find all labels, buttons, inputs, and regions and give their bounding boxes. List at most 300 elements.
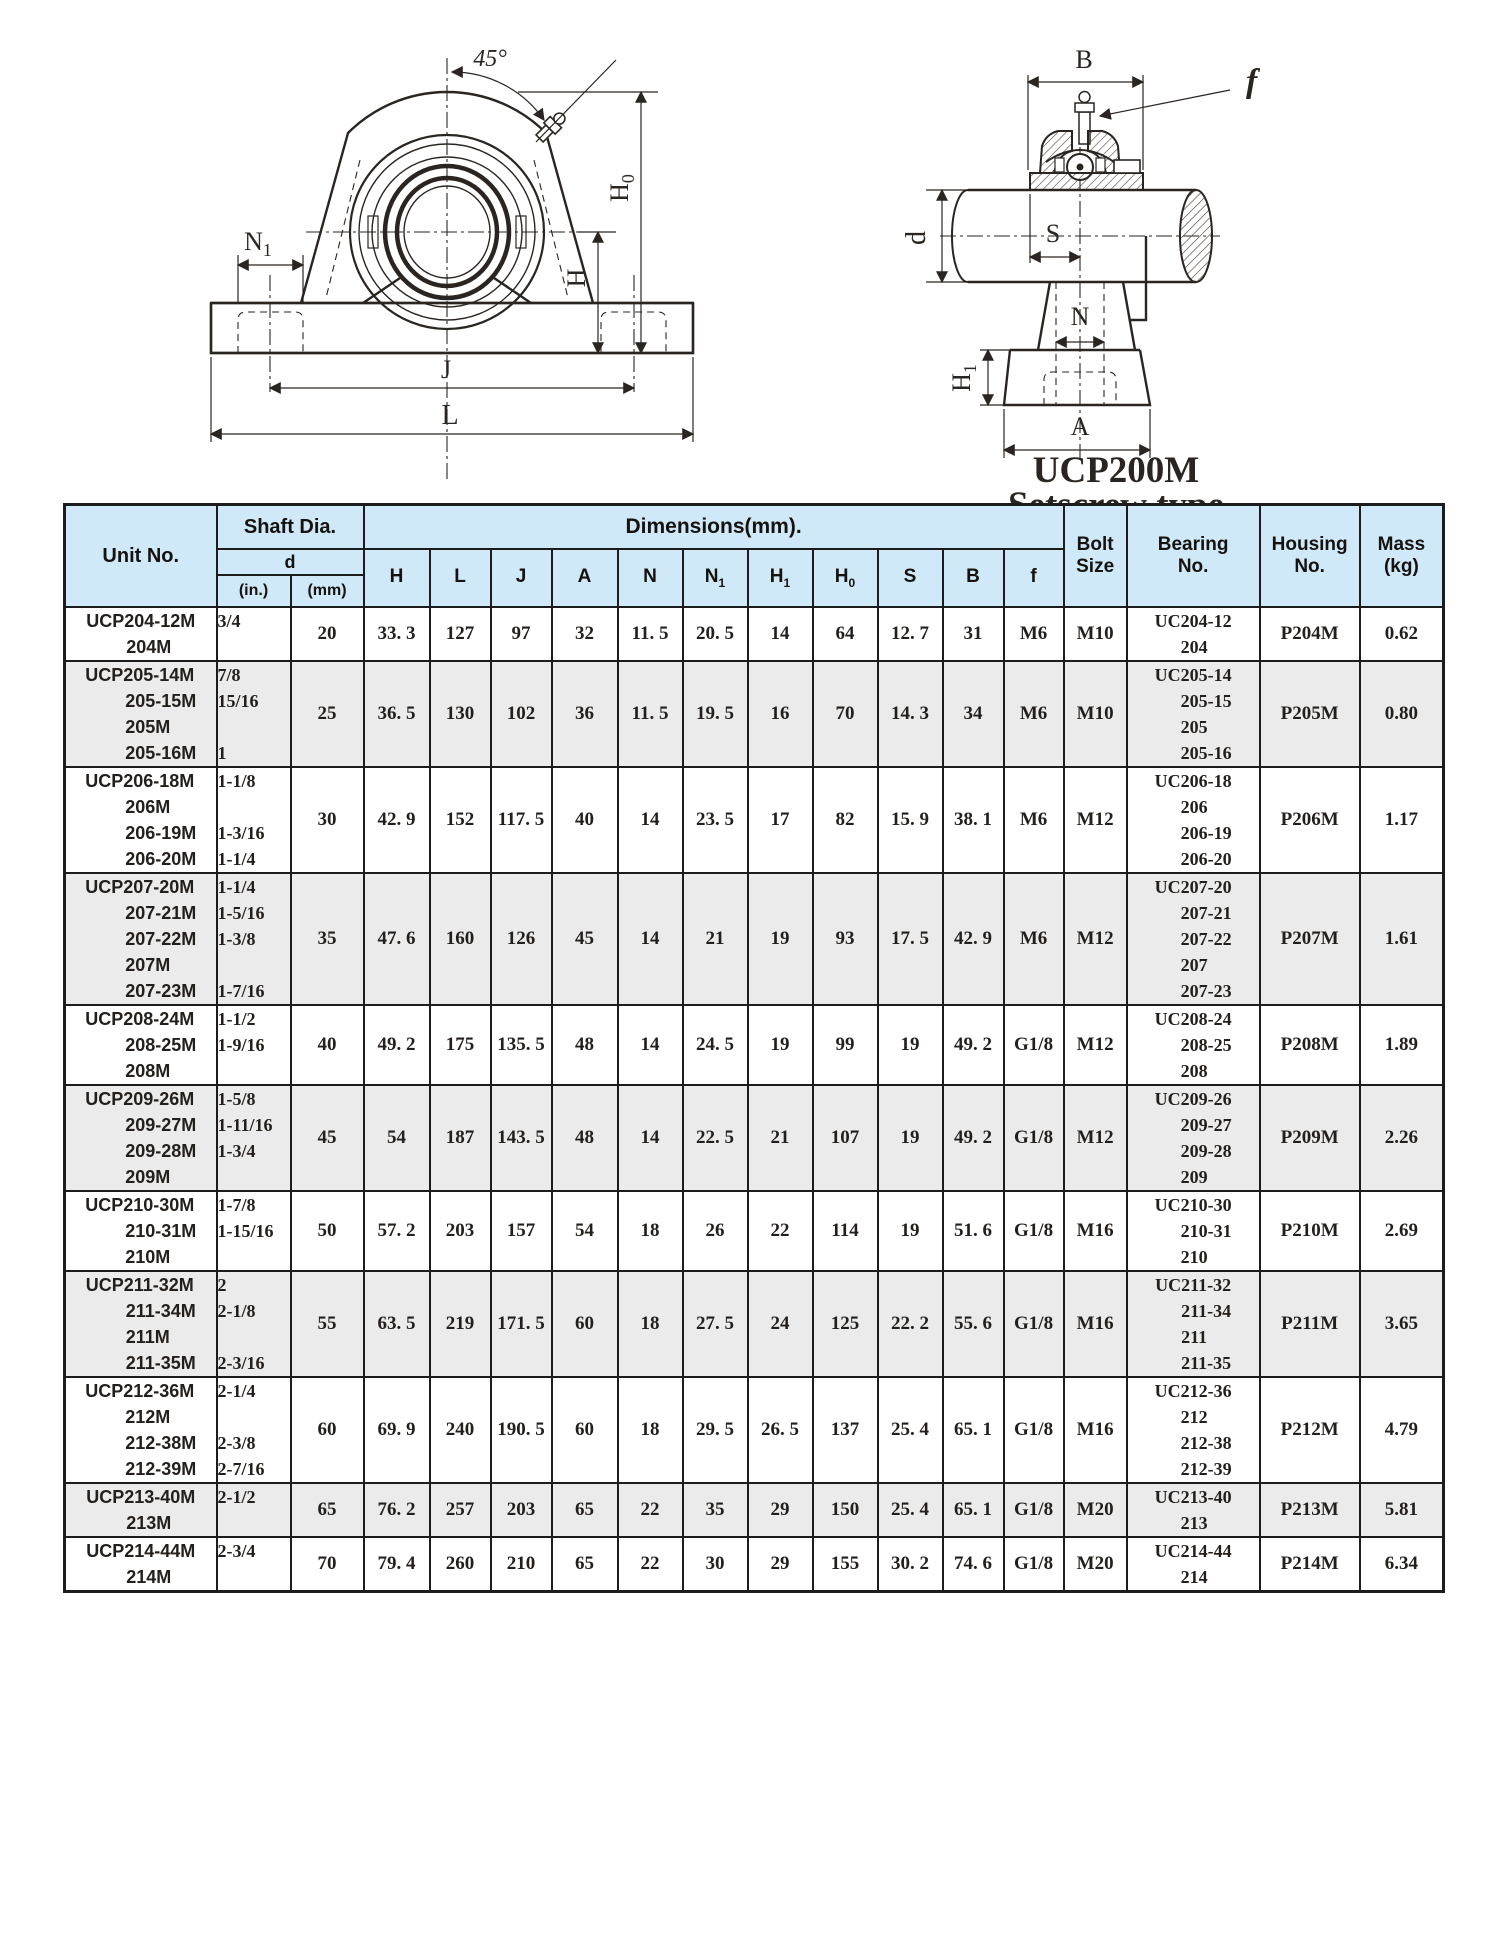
text-line: 1-1/4 (217, 849, 256, 869)
dim-cell: 219 (430, 1271, 491, 1377)
d-label: d (901, 231, 932, 245)
text-block (1155, 1484, 1232, 1536)
text-line: 206-20 (1180, 849, 1232, 869)
shaft-dia-mm-cell: 35 (291, 873, 364, 1005)
text-line: UC211-32 (1155, 1275, 1232, 1295)
text-line: UCP209-26M (85, 1089, 195, 1109)
bolt-size-cell: M12 (1064, 873, 1127, 1005)
dim-cell: 36 (552, 661, 618, 767)
dim-cell: 257 (430, 1483, 491, 1537)
text-block (218, 1192, 274, 1244)
col-header-d: d (217, 549, 364, 575)
setscrew (1114, 160, 1140, 173)
text-block (85, 1192, 196, 1270)
text-line: UC212-36 (1154, 1381, 1232, 1401)
j-label: J (440, 355, 452, 384)
bearing-no-cell (1127, 661, 1260, 767)
angle-reference-line (536, 60, 616, 142)
table-row (65, 1377, 1444, 1483)
text-line: UCP213-40M (86, 1487, 196, 1507)
dim-cell: 30. 2 (878, 1537, 943, 1592)
bolt-size-cell: M20 (1064, 1537, 1127, 1592)
unit-no-cell (65, 1483, 217, 1537)
text-block (85, 1086, 196, 1190)
text-block (86, 608, 195, 660)
text-line (218, 794, 265, 820)
dim-cell: 49. 2 (943, 1085, 1004, 1191)
dim-cell: M6 (1004, 607, 1064, 661)
bearing-base-plate (1030, 173, 1143, 190)
text-line: 210-31M (125, 1221, 197, 1241)
text-line: 212M (125, 1407, 171, 1427)
text-line: 207-21 (1180, 903, 1232, 923)
dim-cell: M6 (1004, 767, 1064, 873)
text-block (1155, 874, 1232, 1004)
dim-cell: 157 (491, 1191, 552, 1271)
text-line: 1-7/8 (217, 1195, 256, 1215)
dim-cell: 24. 5 (683, 1005, 748, 1085)
text-line (218, 952, 265, 978)
dim-cell: G1/8 (1004, 1085, 1064, 1191)
housing-no-cell: P213M (1260, 1483, 1360, 1537)
text-block (218, 608, 241, 634)
text-line: 205-16 (1180, 743, 1232, 763)
text-line: 1-1/2 (217, 1009, 256, 1029)
dim-cell: 23. 5 (683, 767, 748, 873)
text-line: 1 (217, 743, 227, 763)
dim-cell: G1/8 (1004, 1005, 1064, 1085)
col-header-bearing-no (1127, 505, 1260, 608)
text-line: UC205-14 (1154, 665, 1232, 685)
dim-cell: 117. 5 (491, 767, 552, 873)
header-line: Bolt (1076, 534, 1114, 556)
text-line: 3/4 (217, 611, 241, 631)
col-header-inch: (in.) (217, 575, 291, 607)
dim-cell: 74. 6 (943, 1537, 1004, 1592)
text-line: 207M (125, 955, 171, 975)
col-header-bolt-size (1064, 505, 1127, 608)
mass-cell: 5.81 (1360, 1483, 1444, 1537)
housing-no-cell: P204M (1260, 607, 1360, 661)
text-line: 1-9/16 (217, 1035, 265, 1055)
dimension-table (63, 503, 1445, 1593)
table-row (65, 1537, 1444, 1592)
text-line: 208M (125, 1061, 171, 1081)
dim-cell: 65 (552, 1537, 618, 1592)
dim-cell: 65. 1 (943, 1377, 1004, 1483)
housing-no-cell: P207M (1260, 873, 1360, 1005)
text-line: UCP211-32M (85, 1275, 194, 1295)
text-line: 209M (125, 1167, 171, 1187)
shaft-dia-mm-cell: 65 (291, 1483, 364, 1537)
text-line: UC206-18 (1154, 771, 1232, 791)
col-header-H: H (364, 549, 430, 607)
text-line: 209-28M (125, 1141, 197, 1161)
col-header-f: f (1004, 549, 1064, 607)
housing-no-cell: P208M (1260, 1005, 1360, 1085)
text-line: 208 (1180, 1061, 1208, 1081)
dim-cell: 69. 9 (364, 1377, 430, 1483)
text-line: UC213-40 (1154, 1487, 1232, 1507)
table-row (65, 1483, 1444, 1537)
text-line: 205-15M (125, 691, 197, 711)
dim-cell: 260 (430, 1537, 491, 1592)
text-block (85, 768, 196, 872)
dim-cell: 22. 2 (878, 1271, 943, 1377)
dim-cell: 64 (813, 607, 878, 661)
mass-cell: 2.26 (1360, 1085, 1444, 1191)
text-block (1155, 1378, 1232, 1482)
h0-label: $H_0$ (605, 174, 638, 202)
text-line: 1-7/16 (217, 981, 265, 1001)
dim-cell: 22. 5 (683, 1085, 748, 1191)
dim-cell: 27. 5 (683, 1271, 748, 1377)
text-block (1155, 1272, 1231, 1376)
shaft-dia-in-cell (217, 1483, 291, 1537)
text-block (1155, 1538, 1232, 1590)
table-row (65, 767, 1444, 873)
dim-cell: 54 (364, 1085, 430, 1191)
text-line: 209-27 (1180, 1115, 1232, 1135)
housing-no-cell: P212M (1260, 1377, 1360, 1483)
text-line: 206-19M (125, 823, 197, 843)
dim-cell: 79. 4 (364, 1537, 430, 1592)
dim-cell: 19 (748, 873, 813, 1005)
text-line (218, 1324, 265, 1350)
text-block (86, 1484, 195, 1536)
n-label: N (1070, 302, 1090, 331)
dim-cell: 11. 5 (618, 607, 683, 661)
shaft-dia-mm-cell: 25 (291, 661, 364, 767)
dim-cell: 18 (618, 1191, 683, 1271)
dim-cell: 19 (878, 1085, 943, 1191)
dim-cell: 22 (618, 1537, 683, 1592)
text-line: 207 (1180, 955, 1208, 975)
a-label: A (1070, 412, 1090, 441)
dim-cell: 14 (618, 1005, 683, 1085)
text-line: 214 (1180, 1567, 1208, 1587)
header-row-1 (65, 505, 1444, 550)
text-line: UCP210-30M (85, 1195, 195, 1215)
dim-cell: 25. 4 (878, 1483, 943, 1537)
unit-no-cell (65, 1377, 217, 1483)
dim-cell: 60 (552, 1377, 618, 1483)
dim-cell: 33. 3 (364, 607, 430, 661)
text-line: 1-5/8 (217, 1089, 256, 1109)
unit-no-cell (65, 873, 217, 1005)
dim-cell: G1/8 (1004, 1537, 1064, 1592)
table-row (65, 1005, 1444, 1085)
dim-cell: 25. 4 (878, 1377, 943, 1483)
bolt-size-cell: M12 (1064, 1005, 1127, 1085)
text-line: 2-3/16 (217, 1353, 265, 1373)
dim-cell: 17 (748, 767, 813, 873)
dim-cell: 19 (748, 1005, 813, 1085)
side-view-drawing (898, 20, 1458, 525)
text-block (85, 874, 196, 1004)
text-block (85, 662, 196, 766)
text-line: UC208-24 (1154, 1009, 1232, 1029)
text-block (85, 1006, 196, 1084)
text-line: 210-31 (1180, 1221, 1232, 1241)
text-line: 211-35M (125, 1353, 196, 1373)
shaft-dia-mm-cell: 60 (291, 1377, 364, 1483)
dim-cell: 15. 9 (878, 767, 943, 873)
dim-cell: 14. 3 (878, 661, 943, 767)
shaft-dia-mm-cell: 70 (291, 1537, 364, 1592)
shaft-dia-mm-cell: 40 (291, 1005, 364, 1085)
header-line: Mass (1377, 534, 1426, 556)
shaft-dia-in-cell (217, 767, 291, 873)
dim-cell: G1/8 (1004, 1271, 1064, 1377)
col-header-housing-no (1260, 505, 1360, 608)
table-row (65, 1085, 1444, 1191)
text-line: 208-25 (1180, 1035, 1232, 1055)
text-line: UC210-30 (1154, 1195, 1232, 1215)
bearing-no-cell (1127, 873, 1260, 1005)
dim-cell: 14 (748, 607, 813, 661)
text-line: UCP207-20M (85, 877, 195, 897)
dim-cell: 187 (430, 1085, 491, 1191)
bearing-no-cell (1127, 1377, 1260, 1483)
text-line: 205 (1180, 717, 1208, 737)
dim-cell: 152 (430, 767, 491, 873)
dim-cell: 29 (748, 1537, 813, 1592)
h-label: H (562, 268, 591, 288)
shaft-dia-in-cell (217, 1537, 291, 1592)
col-header-S: S (878, 549, 943, 607)
bolt-size-cell: M10 (1064, 661, 1127, 767)
dim-cell: 137 (813, 1377, 878, 1483)
text-block (218, 662, 259, 766)
text-line: 207-22 (1180, 929, 1232, 949)
dim-cell: 21 (683, 873, 748, 1005)
bearing-no-cell (1127, 1085, 1260, 1191)
dim-cell: 29 (748, 1483, 813, 1537)
dim-cell: M6 (1004, 873, 1064, 1005)
text-line: 209-28 (1180, 1141, 1232, 1161)
dim-cell: 160 (430, 873, 491, 1005)
bolt-slot-dashed (238, 160, 666, 353)
text-line: 206-19 (1180, 823, 1232, 843)
dim-cell: 65 (552, 1483, 618, 1537)
bolt-size-cell: M16 (1064, 1191, 1127, 1271)
dim-cell: 60 (552, 1271, 618, 1377)
text-block (218, 1378, 265, 1482)
dim-cell: 210 (491, 1537, 552, 1592)
text-line: 1-1/8 (217, 771, 256, 791)
text-line: 207-21M (125, 903, 197, 923)
text-block (1155, 1192, 1232, 1270)
dim-cell: 20. 5 (683, 607, 748, 661)
text-line: 209 (1180, 1167, 1208, 1187)
dim-cell: 38. 1 (943, 767, 1004, 873)
text-line: UC209-26 (1154, 1089, 1232, 1109)
dim-cell: 22 (748, 1191, 813, 1271)
table-row (65, 661, 1444, 767)
dim-cell: 12. 7 (878, 607, 943, 661)
mass-cell: 1.89 (1360, 1005, 1444, 1085)
dim-cell: 70 (813, 661, 878, 767)
text-block (85, 1378, 196, 1482)
dim-cell: 65. 1 (943, 1483, 1004, 1537)
text-block (1155, 1086, 1232, 1190)
table-row (65, 607, 1444, 661)
dim-cell: 48 (552, 1085, 618, 1191)
bolt-size-cell: M12 (1064, 767, 1127, 873)
dim-cell: 51. 6 (943, 1191, 1004, 1271)
text-line: 2-1/8 (217, 1301, 256, 1321)
dim-cell: 19. 5 (683, 661, 748, 767)
dim-cell: 24 (748, 1271, 813, 1377)
shaft-dia-mm-cell: 45 (291, 1085, 364, 1191)
dim-cell: 114 (813, 1191, 878, 1271)
b-label: B (1075, 45, 1093, 74)
bearing-no-cell (1127, 1005, 1260, 1085)
dim-cell: 135. 5 (491, 1005, 552, 1085)
header-line: No. (1177, 556, 1209, 577)
dim-cell: 93 (813, 873, 878, 1005)
dim-cell: 40 (552, 767, 618, 873)
mass-cell: 1.61 (1360, 873, 1444, 1005)
text-line: 207-23 (1180, 981, 1232, 1001)
text-line: 210 (1180, 1247, 1208, 1267)
dim-cell: 190. 5 (491, 1377, 552, 1483)
shaft-dia-mm-cell: 55 (291, 1271, 364, 1377)
dim-cell: 14 (618, 767, 683, 873)
text-block (218, 1484, 256, 1510)
dim-cell: 57. 2 (364, 1191, 430, 1271)
dim-cell: 82 (813, 767, 878, 873)
dim-cell: 55. 6 (943, 1271, 1004, 1377)
text-line: 205-15 (1180, 691, 1232, 711)
text-line (218, 1404, 265, 1430)
text-line: 2-1/2 (217, 1487, 256, 1507)
dim-cell: 22 (618, 1483, 683, 1537)
unit-no-cell (65, 1085, 217, 1191)
text-line: 212-39M (125, 1459, 197, 1479)
dim-cell: 31 (943, 607, 1004, 661)
text-line: 1-3/4 (217, 1141, 256, 1161)
mass-cell: 4.79 (1360, 1377, 1444, 1483)
col-header-dimensions: Dimensions(mm). (364, 505, 1064, 550)
mass-cell: 0.80 (1360, 661, 1444, 767)
angle-arc (452, 72, 544, 120)
dim-cell: 14 (618, 1085, 683, 1191)
dim-cell: 203 (430, 1191, 491, 1271)
n1-label: $N_1$ (244, 227, 272, 260)
unit-no-cell (65, 661, 217, 767)
dim-cell: 19 (878, 1191, 943, 1271)
dim-cell: 32 (552, 607, 618, 661)
text-line: 1-5/16 (217, 903, 265, 923)
col-header-unit-no: Unit No. (65, 505, 217, 608)
text-line: 1-1/4 (217, 877, 256, 897)
shaft-dia-in-cell (217, 607, 291, 661)
text-line: 15/16 (217, 691, 259, 711)
text-line: 213 (1180, 1513, 1208, 1533)
front-view-drawing (138, 20, 838, 500)
dim-cell: 240 (430, 1377, 491, 1483)
dim-cell: 14 (618, 873, 683, 1005)
col-header-J: J (491, 549, 552, 607)
text-line: 2-7/16 (217, 1459, 265, 1479)
shaft-dia-in-cell (217, 1005, 291, 1085)
text-line: 211-34 (1181, 1301, 1232, 1321)
bolt-size-cell: M10 (1064, 607, 1127, 661)
shaft-dia-in-cell (217, 1191, 291, 1271)
f-label: f (1246, 63, 1258, 100)
col-header-shaft-dia: Shaft Dia. (217, 505, 364, 550)
dim-cell: 54 (552, 1191, 618, 1271)
shaft-dia-mm-cell: 50 (291, 1191, 364, 1271)
col-header-H0: $H_0$ (813, 549, 878, 607)
header-line: (kg) (1383, 556, 1419, 577)
text-block (218, 1086, 273, 1164)
dim-cell: 130 (430, 661, 491, 767)
shaft-dia-in-cell (217, 661, 291, 767)
col-header-B: B (943, 549, 1004, 607)
dim-cell: 17. 5 (878, 873, 943, 1005)
text-line: 207-22M (125, 929, 197, 949)
text-line: 206 (1180, 797, 1208, 817)
text-block (218, 768, 265, 872)
text-block (1155, 1006, 1232, 1084)
dim-cell: M6 (1004, 661, 1064, 767)
dim-cell: 34 (943, 661, 1004, 767)
table-row (65, 1271, 1444, 1377)
dim-cell: 203 (491, 1483, 552, 1537)
housing-no-cell: P214M (1260, 1537, 1360, 1592)
text-line: 2-3/8 (217, 1433, 256, 1453)
dim-cell: 171. 5 (491, 1271, 552, 1377)
table-row (65, 873, 1444, 1005)
dim-cell: 42. 9 (364, 767, 430, 873)
f-leader-line (1100, 90, 1230, 116)
dim-cell: 76. 2 (364, 1483, 430, 1537)
text-line: 212-38M (125, 1433, 197, 1453)
text-line: 2-3/4 (217, 1541, 256, 1561)
mass-cell: 2.69 (1360, 1191, 1444, 1271)
unit-no-cell (65, 767, 217, 873)
text-line: UCP204-12M (86, 611, 196, 631)
text-line: UC204-12 (1154, 611, 1232, 631)
text-line: 208-25M (125, 1035, 197, 1055)
text-line: 204M (126, 637, 172, 657)
bolt-size-cell: M16 (1064, 1377, 1127, 1483)
shaft-dia-in-cell (217, 1271, 291, 1377)
angle-label: 45° (473, 46, 507, 72)
bearing-no-cell (1127, 607, 1260, 661)
table-header (65, 505, 1444, 608)
text-line: UCP206-18M (85, 771, 195, 791)
text-line: 1-11/16 (217, 1115, 273, 1135)
dim-cell: 29. 5 (683, 1377, 748, 1483)
dim-cell: 49. 2 (364, 1005, 430, 1085)
housing-no-cell: P210M (1260, 1191, 1360, 1271)
header-line: Bearing (1157, 534, 1229, 556)
l-label: L (441, 400, 459, 431)
dim-cell: 26 (683, 1191, 748, 1271)
dim-cell: G1/8 (1004, 1191, 1064, 1271)
text-line: 211-35 (1181, 1353, 1232, 1373)
text-line: 2 (217, 1275, 227, 1295)
text-line: 213M (126, 1513, 172, 1533)
text-line: UCP208-24M (85, 1009, 195, 1029)
dim-cell: 175 (430, 1005, 491, 1085)
unit-no-cell (65, 607, 217, 661)
text-block (218, 874, 265, 1004)
